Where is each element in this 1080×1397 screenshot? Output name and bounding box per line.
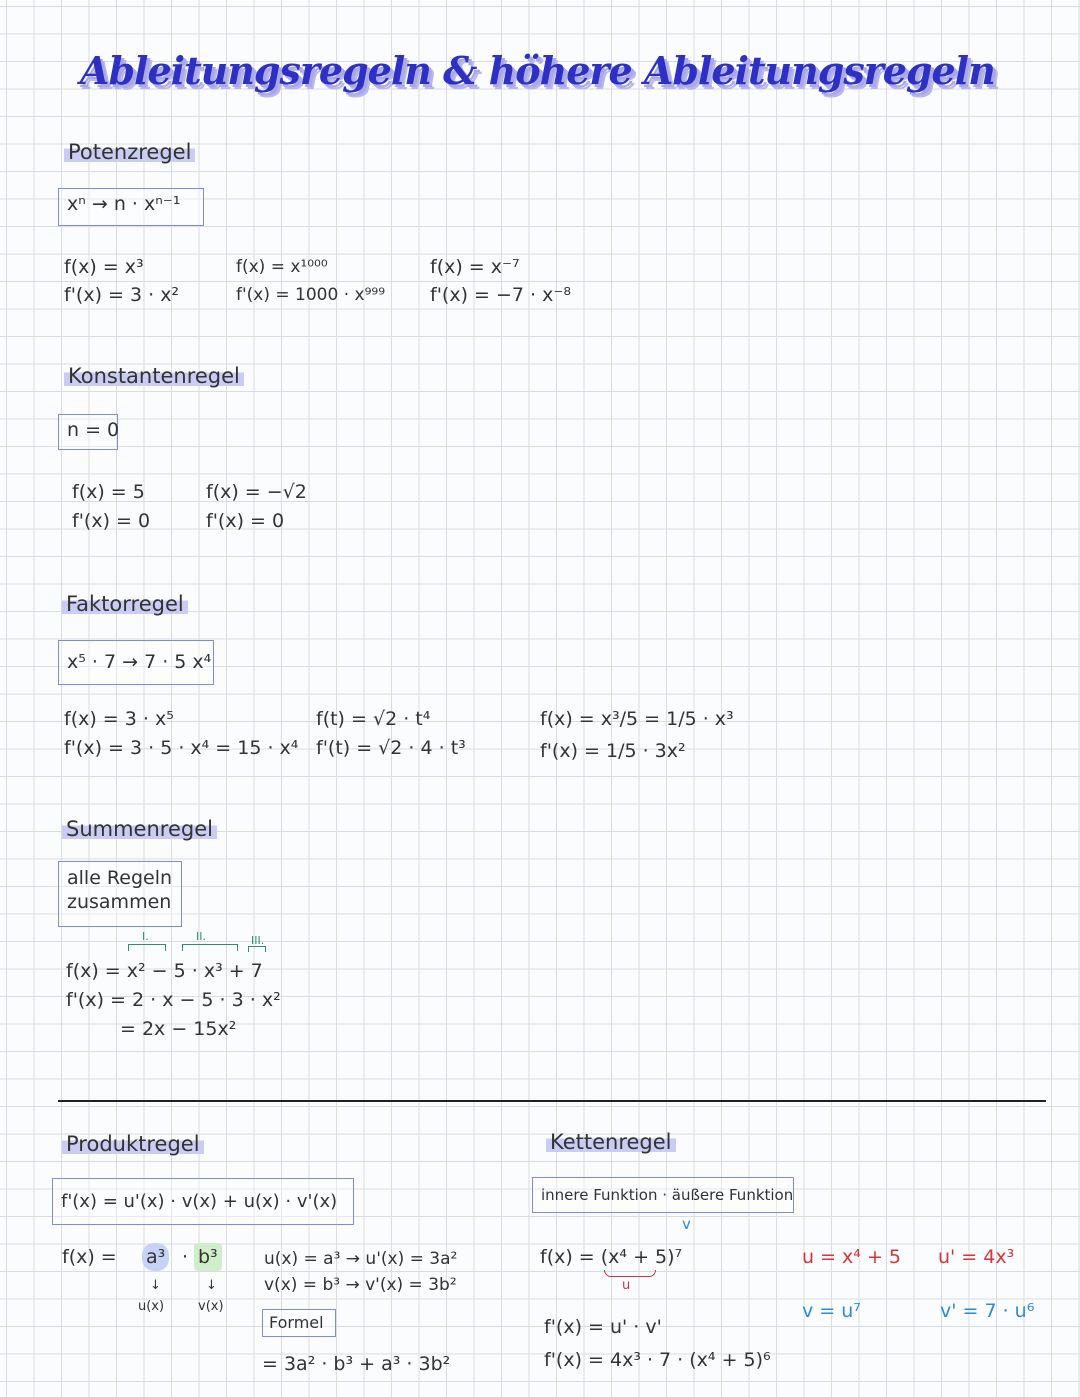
potenzregel-heading: Potenzregel [64, 140, 195, 164]
potenz-example-3-f: f(x) = x⁻⁷ [430, 256, 520, 278]
faktor-example-1-fp: f'(x) = 3 · 5 · x⁴ = 15 · x⁴ [64, 737, 299, 759]
produkt-u-term: a³ [142, 1243, 169, 1271]
faktor-example-2-f: f(t) = √2 · t⁴ [316, 708, 431, 730]
konstant-example-2-f: f(x) = −√2 [206, 481, 307, 503]
summand-marker-2: II. [196, 930, 206, 943]
potenzregel-rule-box: xⁿ → n · xⁿ⁻¹ [58, 188, 204, 226]
faktorregel-rule-box: x⁵ · 7 → 7 · 5 x⁴ [58, 640, 214, 685]
potenz-example-1-f: f(x) = x³ [64, 256, 144, 278]
produkt-dot: · [182, 1246, 189, 1268]
produkt-v-definition: v(x) = b³ → v'(x) = 3b² [264, 1275, 457, 1295]
konstantenregel-heading: Konstantenregel [64, 364, 244, 388]
summand-bracket-3 [248, 946, 266, 952]
summenregel-rule-line-1: alle Regeln [67, 867, 173, 889]
produkt-f-label: f(x) = [62, 1246, 117, 1268]
kettenregel-rule-box: innere Funktion · äußere Funktion [532, 1177, 794, 1213]
ketten-v-prime: v' = 7 · u⁶ [940, 1300, 1035, 1322]
summe-line-3: = 2x − 15x² [120, 1018, 237, 1040]
summenregel-rule-line-2: zusammen [67, 891, 172, 913]
faktor-example-2-fp: f'(t) = √2 · 4 · t³ [316, 737, 466, 759]
ketten-u-def: u = x⁴ + 5 [802, 1246, 901, 1268]
section-divider [58, 1100, 1046, 1102]
summand-marker-1: I. [142, 930, 149, 943]
faktor-example-1-f: f(x) = 3 · x⁵ [64, 708, 174, 730]
produkt-v-arrow: ↓ [206, 1278, 217, 1293]
ketten-fp: f'(x) = u' · v' [544, 1316, 662, 1338]
ketten-u-prime: u' = 4x³ [938, 1246, 1015, 1268]
potenz-example-3-fp: f'(x) = −7 · x⁻⁸ [430, 284, 571, 306]
produkt-v-label: v(x) [198, 1299, 224, 1314]
ketten-u-marker: u [622, 1278, 631, 1293]
produktregel-rule-box: f'(x) = u'(x) · v(x) + u(x) · v'(x) [52, 1178, 354, 1225]
summand-bracket-2 [182, 944, 238, 951]
ketten-v-def: v = u⁷ [802, 1300, 861, 1322]
ketten-f: f(x) = (x⁴ + 5)⁷ [540, 1246, 683, 1268]
summenregel-rule-box [58, 861, 182, 927]
produktregel-heading: Produktregel [62, 1132, 204, 1156]
page-title: Ableitungsregeln & höhere Ableitungsregeln [80, 48, 995, 93]
konstant-example-2-fp: f'(x) = 0 [206, 510, 285, 532]
summand-marker-3: III. [251, 934, 265, 947]
produkt-u-definition: u(x) = a³ → u'(x) = 3a² [264, 1249, 458, 1269]
faktorregel-heading: Faktorregel [62, 592, 188, 616]
potenz-example-1-fp: f'(x) = 3 · x² [64, 284, 180, 306]
summenregel-heading: Summenregel [62, 817, 217, 841]
ketten-fp-result: f'(x) = 4x³ · 7 · (x⁴ + 5)⁶ [544, 1349, 771, 1371]
summe-line-2: f'(x) = 2 · x − 5 · 3 · x² [66, 989, 281, 1011]
konstant-example-1-f: f(x) = 5 [72, 481, 145, 503]
produkt-v-term: b³ [194, 1243, 222, 1271]
potenz-example-2-fp: f'(x) = 1000 · x⁹⁹⁹ [236, 285, 386, 305]
produkt-u-label: u(x) [138, 1299, 165, 1314]
summand-bracket-1 [128, 944, 166, 951]
produkt-result: = 3a² · b³ + a³ · 3b² [262, 1353, 451, 1375]
faktor-example-3-fp: f'(x) = 1/5 · 3x² [540, 740, 686, 762]
potenz-example-2-f: f(x) = x¹⁰⁰⁰ [236, 257, 328, 277]
formel-label-box: Formel [262, 1309, 336, 1337]
kettenregel-heading: Kettenregel [546, 1130, 676, 1154]
produkt-u-arrow: ↓ [150, 1278, 161, 1293]
summe-line-1: f(x) = x² − 5 · x³ + 7 [66, 960, 263, 982]
konstant-example-1-fp: f'(x) = 0 [72, 510, 151, 532]
ketten-v-marker: v [682, 1215, 691, 1233]
faktor-example-3-f: f(x) = x³/5 = 1/5 · x³ [540, 708, 734, 730]
konstantenregel-rule-box: n = 0 [58, 414, 118, 450]
